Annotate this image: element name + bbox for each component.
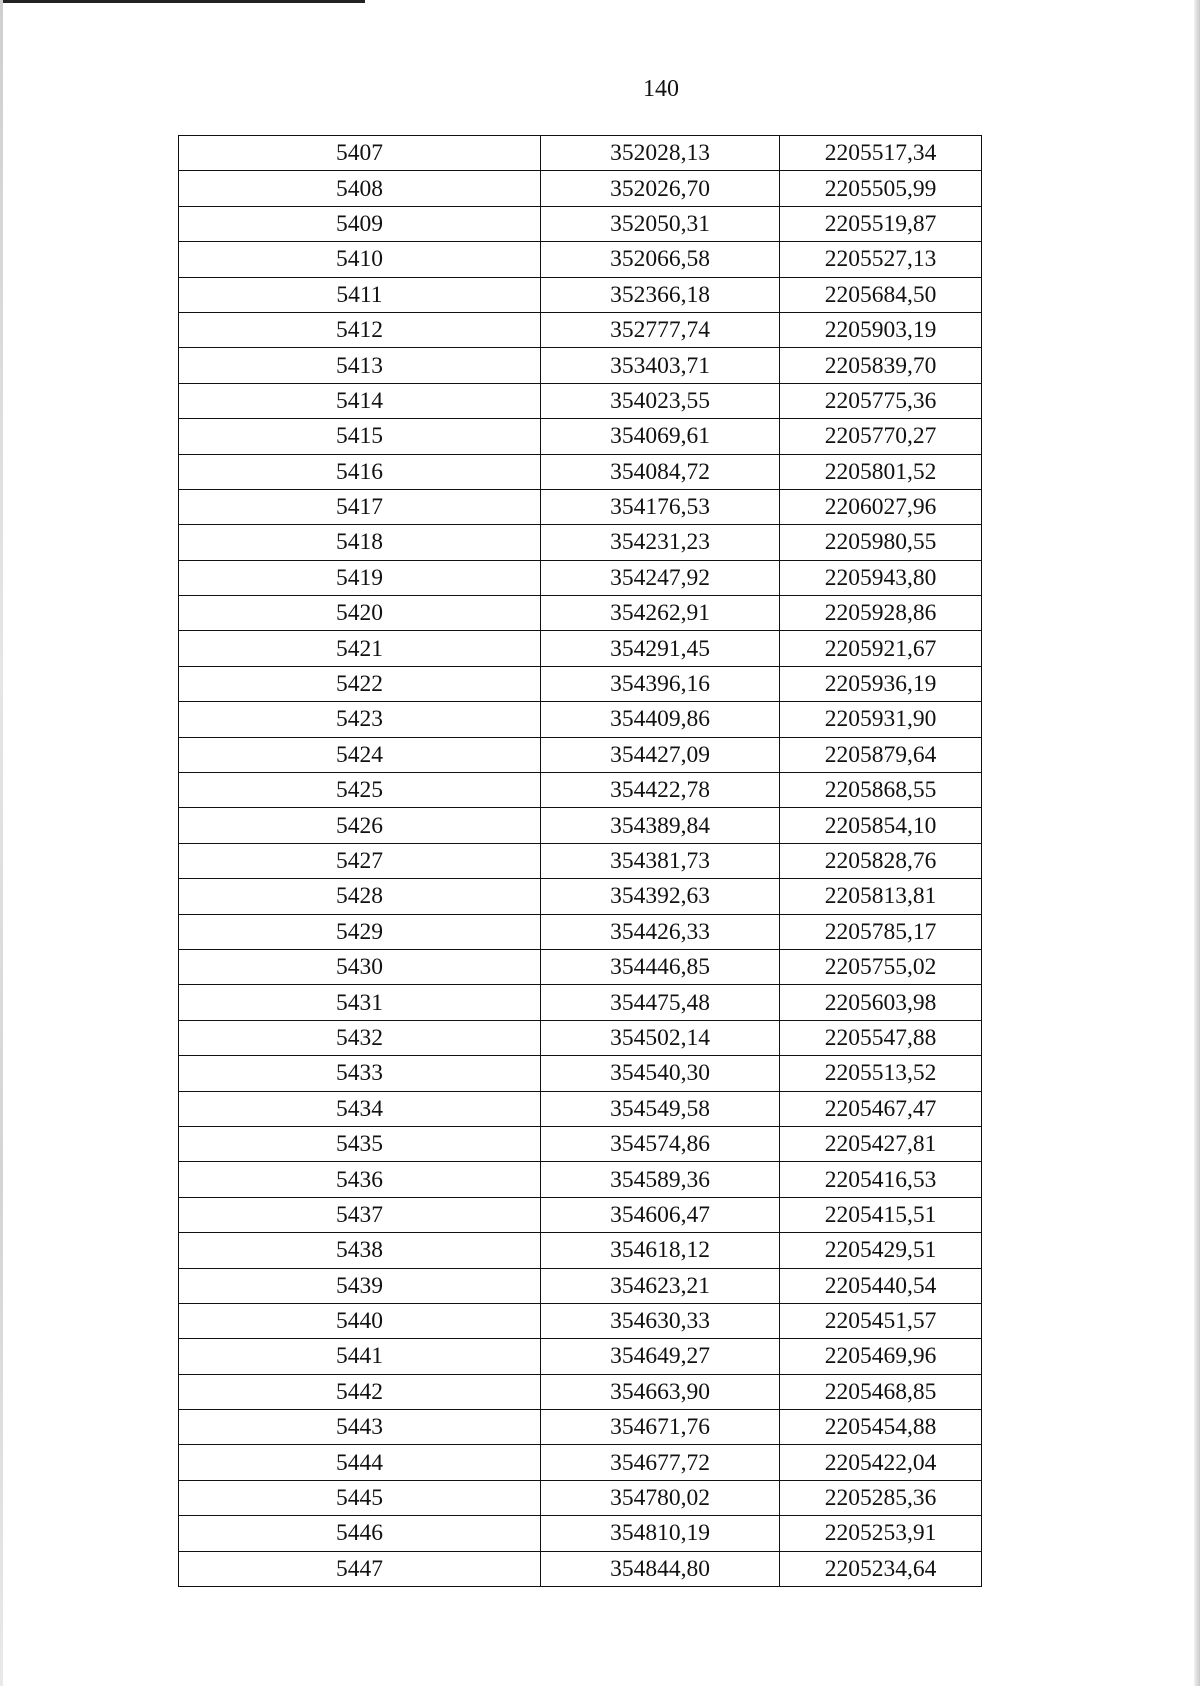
point-number-cell: 5415 bbox=[179, 419, 541, 454]
x-coordinate-cell: 354810,19 bbox=[541, 1516, 780, 1551]
y-coordinate-cell: 2205921,67 bbox=[780, 631, 982, 666]
point-number-cell: 5412 bbox=[179, 312, 541, 347]
table-row bbox=[179, 277, 982, 312]
y-coordinate-cell: 2205415,51 bbox=[780, 1197, 982, 1232]
point-number-cell: 5445 bbox=[179, 1480, 541, 1515]
point-number-cell: 5418 bbox=[179, 525, 541, 560]
x-coordinate-cell: 354618,12 bbox=[541, 1233, 780, 1268]
x-coordinate-cell: 354623,21 bbox=[541, 1268, 780, 1303]
y-coordinate-cell: 2205416,53 bbox=[780, 1162, 982, 1197]
table-row bbox=[179, 1374, 982, 1409]
point-number-cell: 5424 bbox=[179, 737, 541, 772]
y-coordinate-cell: 2205813,81 bbox=[780, 879, 982, 914]
y-coordinate-cell: 2205253,91 bbox=[780, 1516, 982, 1551]
table-row bbox=[179, 773, 982, 808]
x-coordinate-cell: 354844,80 bbox=[541, 1551, 780, 1586]
point-number-cell: 5411 bbox=[179, 277, 541, 312]
table-row bbox=[179, 666, 982, 701]
y-coordinate-cell: 2205828,76 bbox=[780, 843, 982, 878]
table-row bbox=[179, 312, 982, 347]
x-coordinate-cell: 354084,72 bbox=[541, 454, 780, 489]
point-number-cell: 5438 bbox=[179, 1233, 541, 1268]
y-coordinate-cell: 2205839,70 bbox=[780, 348, 982, 383]
x-coordinate-cell: 354176,53 bbox=[541, 489, 780, 524]
page-number: 140 bbox=[643, 76, 679, 102]
y-coordinate-cell: 2205684,50 bbox=[780, 277, 982, 312]
point-number-cell: 5409 bbox=[179, 206, 541, 241]
point-number-cell: 5432 bbox=[179, 1020, 541, 1055]
point-number-cell: 5414 bbox=[179, 383, 541, 418]
x-coordinate-cell: 354475,48 bbox=[541, 985, 780, 1020]
x-coordinate-cell: 354589,36 bbox=[541, 1162, 780, 1197]
table-row bbox=[179, 454, 982, 489]
x-coordinate-cell: 354549,58 bbox=[541, 1091, 780, 1126]
point-number-cell: 5420 bbox=[179, 596, 541, 631]
x-coordinate-cell: 352777,74 bbox=[541, 312, 780, 347]
y-coordinate-cell: 2205469,96 bbox=[780, 1339, 982, 1374]
point-number-cell: 5431 bbox=[179, 985, 541, 1020]
x-coordinate-cell: 352028,13 bbox=[541, 136, 780, 171]
y-coordinate-cell: 2205429,51 bbox=[780, 1233, 982, 1268]
y-coordinate-cell: 2205527,13 bbox=[780, 242, 982, 277]
point-number-cell: 5421 bbox=[179, 631, 541, 666]
table-row bbox=[179, 525, 982, 560]
y-coordinate-cell: 2205547,88 bbox=[780, 1020, 982, 1055]
y-coordinate-cell: 2205980,55 bbox=[780, 525, 982, 560]
table-row bbox=[179, 1197, 982, 1232]
table-row bbox=[179, 206, 982, 241]
point-number-cell: 5440 bbox=[179, 1303, 541, 1338]
table-row bbox=[179, 1445, 982, 1480]
point-number-cell: 5407 bbox=[179, 136, 541, 171]
y-coordinate-cell: 2205505,99 bbox=[780, 171, 982, 206]
y-coordinate-cell: 2205451,57 bbox=[780, 1303, 982, 1338]
table-row bbox=[179, 843, 982, 878]
point-number-cell: 5443 bbox=[179, 1410, 541, 1445]
x-coordinate-cell: 354392,63 bbox=[541, 879, 780, 914]
point-number-cell: 5428 bbox=[179, 879, 541, 914]
coordinates-table-body bbox=[179, 136, 982, 1587]
y-coordinate-cell: 2205943,80 bbox=[780, 560, 982, 595]
point-number-cell: 5441 bbox=[179, 1339, 541, 1374]
y-coordinate-cell: 2205427,81 bbox=[780, 1126, 982, 1161]
point-number-cell: 5434 bbox=[179, 1091, 541, 1126]
point-number-cell: 5408 bbox=[179, 171, 541, 206]
point-number-cell: 5430 bbox=[179, 949, 541, 984]
scan-right-edge bbox=[1194, 0, 1200, 1686]
x-coordinate-cell: 352066,58 bbox=[541, 242, 780, 277]
table-row bbox=[179, 171, 982, 206]
table-row bbox=[179, 560, 982, 595]
point-number-cell: 5425 bbox=[179, 773, 541, 808]
point-number-cell: 5444 bbox=[179, 1445, 541, 1480]
x-coordinate-cell: 354381,73 bbox=[541, 843, 780, 878]
table-row bbox=[179, 949, 982, 984]
point-number-cell: 5447 bbox=[179, 1551, 541, 1586]
x-coordinate-cell: 354427,09 bbox=[541, 737, 780, 772]
y-coordinate-cell: 2205285,36 bbox=[780, 1480, 982, 1515]
point-number-cell: 5439 bbox=[179, 1268, 541, 1303]
point-number-cell: 5442 bbox=[179, 1374, 541, 1409]
y-coordinate-cell: 2205770,27 bbox=[780, 419, 982, 454]
x-coordinate-cell: 354069,61 bbox=[541, 419, 780, 454]
table-row bbox=[179, 1233, 982, 1268]
table-row bbox=[179, 419, 982, 454]
y-coordinate-cell: 2205234,64 bbox=[780, 1551, 982, 1586]
point-number-cell: 5426 bbox=[179, 808, 541, 843]
table-row bbox=[179, 596, 982, 631]
y-coordinate-cell: 2205517,34 bbox=[780, 136, 982, 171]
y-coordinate-cell: 2205879,64 bbox=[780, 737, 982, 772]
y-coordinate-cell: 2205440,54 bbox=[780, 1268, 982, 1303]
x-coordinate-cell: 354291,45 bbox=[541, 631, 780, 666]
table-row bbox=[179, 985, 982, 1020]
table-row bbox=[179, 1410, 982, 1445]
table-row bbox=[179, 702, 982, 737]
y-coordinate-cell: 2205513,52 bbox=[780, 1056, 982, 1091]
point-number-cell: 5416 bbox=[179, 454, 541, 489]
y-coordinate-cell: 2205467,47 bbox=[780, 1091, 982, 1126]
table-row bbox=[179, 914, 982, 949]
x-coordinate-cell: 352366,18 bbox=[541, 277, 780, 312]
y-coordinate-cell: 2205785,17 bbox=[780, 914, 982, 949]
point-number-cell: 5417 bbox=[179, 489, 541, 524]
table-row bbox=[179, 1268, 982, 1303]
table-row bbox=[179, 242, 982, 277]
x-coordinate-cell: 353403,71 bbox=[541, 348, 780, 383]
point-number-cell: 5436 bbox=[179, 1162, 541, 1197]
x-coordinate-cell: 354677,72 bbox=[541, 1445, 780, 1480]
point-number-cell: 5419 bbox=[179, 560, 541, 595]
x-coordinate-cell: 354574,86 bbox=[541, 1126, 780, 1161]
y-coordinate-cell: 2206027,96 bbox=[780, 489, 982, 524]
table-row bbox=[179, 136, 982, 171]
x-coordinate-cell: 352050,31 bbox=[541, 206, 780, 241]
y-coordinate-cell: 2205603,98 bbox=[780, 985, 982, 1020]
y-coordinate-cell: 2205454,88 bbox=[780, 1410, 982, 1445]
x-coordinate-cell: 354671,76 bbox=[541, 1410, 780, 1445]
y-coordinate-cell: 2205468,85 bbox=[780, 1374, 982, 1409]
table-row bbox=[179, 808, 982, 843]
table-row bbox=[179, 1480, 982, 1515]
y-coordinate-cell: 2205801,52 bbox=[780, 454, 982, 489]
x-coordinate-cell: 354389,84 bbox=[541, 808, 780, 843]
point-number-cell: 5437 bbox=[179, 1197, 541, 1232]
y-coordinate-cell: 2205868,55 bbox=[780, 773, 982, 808]
y-coordinate-cell: 2205422,04 bbox=[780, 1445, 982, 1480]
coordinates-table bbox=[178, 135, 982, 1587]
x-coordinate-cell: 354409,86 bbox=[541, 702, 780, 737]
table-row bbox=[179, 383, 982, 418]
table-row bbox=[179, 1126, 982, 1161]
x-coordinate-cell: 354606,47 bbox=[541, 1197, 780, 1232]
y-coordinate-cell: 2205854,10 bbox=[780, 808, 982, 843]
x-coordinate-cell: 354396,16 bbox=[541, 666, 780, 701]
x-coordinate-cell: 354426,33 bbox=[541, 914, 780, 949]
table-row bbox=[179, 1056, 982, 1091]
y-coordinate-cell: 2205928,86 bbox=[780, 596, 982, 631]
y-coordinate-cell: 2205519,87 bbox=[780, 206, 982, 241]
point-number-cell: 5410 bbox=[179, 242, 541, 277]
x-coordinate-cell: 352026,70 bbox=[541, 171, 780, 206]
scan-left-edge bbox=[0, 0, 3, 1686]
table-row bbox=[179, 879, 982, 914]
x-coordinate-cell: 354446,85 bbox=[541, 949, 780, 984]
x-coordinate-cell: 354630,33 bbox=[541, 1303, 780, 1338]
x-coordinate-cell: 354231,23 bbox=[541, 525, 780, 560]
table-row bbox=[179, 1551, 982, 1586]
x-coordinate-cell: 354247,92 bbox=[541, 560, 780, 595]
y-coordinate-cell: 2205936,19 bbox=[780, 666, 982, 701]
x-coordinate-cell: 354780,02 bbox=[541, 1480, 780, 1515]
y-coordinate-cell: 2205903,19 bbox=[780, 312, 982, 347]
x-coordinate-cell: 354262,91 bbox=[541, 596, 780, 631]
x-coordinate-cell: 354649,27 bbox=[541, 1339, 780, 1374]
point-number-cell: 5423 bbox=[179, 702, 541, 737]
x-coordinate-cell: 354502,14 bbox=[541, 1020, 780, 1055]
x-coordinate-cell: 354023,55 bbox=[541, 383, 780, 418]
x-coordinate-cell: 354422,78 bbox=[541, 773, 780, 808]
table-row bbox=[179, 1516, 982, 1551]
y-coordinate-cell: 2205755,02 bbox=[780, 949, 982, 984]
point-number-cell: 5429 bbox=[179, 914, 541, 949]
table-row bbox=[179, 348, 982, 383]
table-row bbox=[179, 489, 982, 524]
table-row bbox=[179, 1091, 982, 1126]
table-row bbox=[179, 1020, 982, 1055]
table-row bbox=[179, 737, 982, 772]
table-row bbox=[179, 1339, 982, 1374]
point-number-cell: 5422 bbox=[179, 666, 541, 701]
point-number-cell: 5446 bbox=[179, 1516, 541, 1551]
table-row bbox=[179, 631, 982, 666]
y-coordinate-cell: 2205775,36 bbox=[780, 383, 982, 418]
x-coordinate-cell: 354663,90 bbox=[541, 1374, 780, 1409]
point-number-cell: 5427 bbox=[179, 843, 541, 878]
point-number-cell: 5435 bbox=[179, 1126, 541, 1161]
x-coordinate-cell: 354540,30 bbox=[541, 1056, 780, 1091]
scan-top-rule bbox=[0, 0, 365, 3]
point-number-cell: 5413 bbox=[179, 348, 541, 383]
point-number-cell: 5433 bbox=[179, 1056, 541, 1091]
table-row bbox=[179, 1162, 982, 1197]
table-row bbox=[179, 1303, 982, 1338]
y-coordinate-cell: 2205931,90 bbox=[780, 702, 982, 737]
